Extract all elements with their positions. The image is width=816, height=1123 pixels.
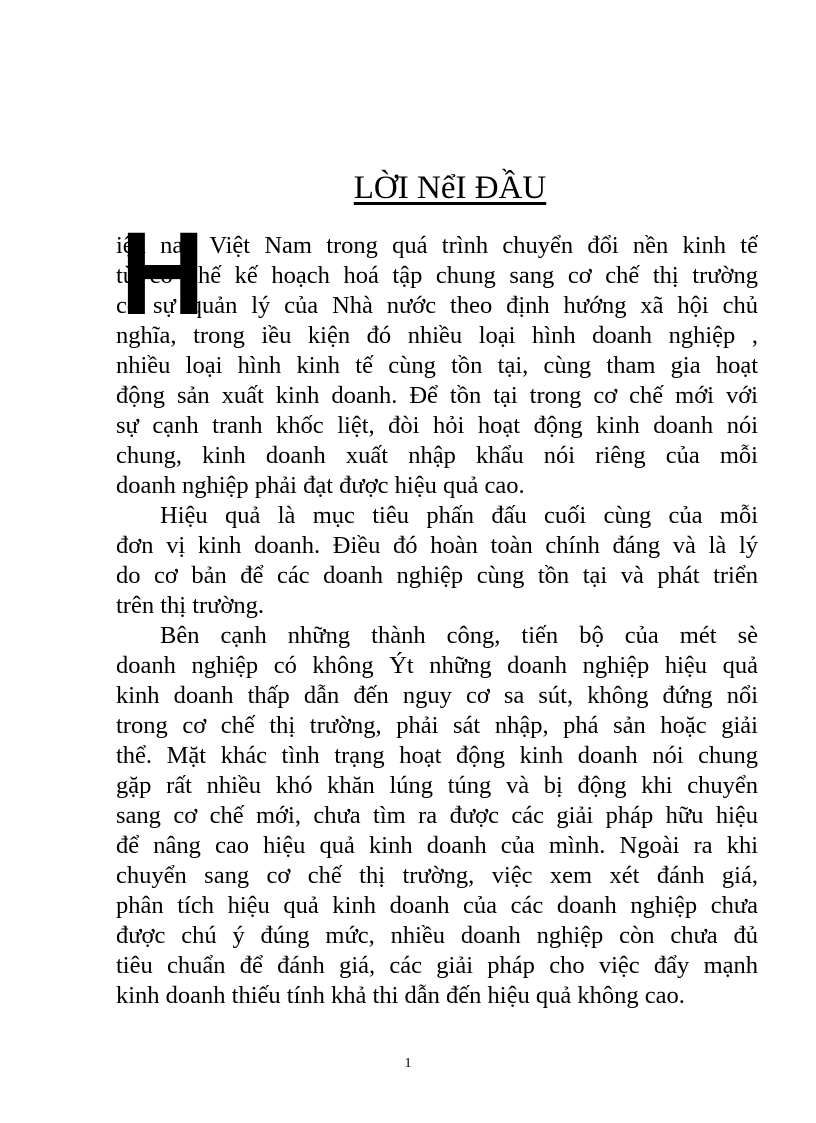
text-line: tiêu chuẩn để đánh giá, các giải pháp cho việc đẩy mạnh xyxy=(116,952,758,979)
page-number: 1 xyxy=(404,1056,412,1071)
text-line: đơn vị kinh doanh. Điều đó hoàn toàn chính đáng và là lý xyxy=(116,532,758,559)
text-line: để nâng cao hiệu quả kinh doanh của mình. Ngoài ra khi xyxy=(116,832,758,859)
text-line: iện nay Việt Nam trong quá trình chuyển đổi nền kinh tế xyxy=(116,232,758,259)
text-line: kinh doanh thấp dẫn đến nguy cơ sa sút, không đứng nổi xyxy=(116,682,758,709)
text-line: từ cơ chế kế hoạch hoá tập chung sang cơ chế thị trường xyxy=(116,262,758,289)
text-line: chung, kinh doanh xuất nhập khẩu nói riêng của mỗi xyxy=(116,442,758,469)
text-line: trên thị trường. xyxy=(116,592,265,619)
text-line: được chú ý đúng mức, nhiều doanh nghiệp còn chưa đủ xyxy=(116,922,758,949)
text-line: gặp rất nhiều khó khăn lúng túng và bị động khi chuyển xyxy=(116,772,758,799)
page-title: LỜI NểI ĐẦU xyxy=(353,170,547,206)
text-line: kinh doanh thiếu tính khả thi dẫn đến hiệu quả không cao. xyxy=(116,982,685,1009)
text-line: nghĩa, trong iều kiện đó nhiều loại hình doanh nghiệp , xyxy=(116,322,758,349)
text-line: phân tích hiệu quả kinh doanh của các doanh nghiệp chưa xyxy=(116,892,758,919)
text-line: nhiều loại hình kinh tế cùng tồn tại, cùng tham gia hoạt xyxy=(116,352,758,379)
text-line: có sự quản lý của Nhà nước theo định hướng xã hội chủ xyxy=(116,292,758,319)
text-line: doanh nghiệp phải đạt được hiệu quả cao. xyxy=(116,472,525,499)
text-line: Hiệu quả là mục tiêu phấn đấu cuối cùng của mỗi xyxy=(160,502,758,529)
text-line: Bên cạnh những thành công, tiến bộ của mét sè xyxy=(160,622,758,649)
drop-cap-letter: H xyxy=(120,208,206,340)
text-line: động sản xuất kinh doanh. Để tồn tại trong cơ chế mới với xyxy=(116,382,758,409)
text-line: chuyển sang cơ chế thị trường, việc xem xét đánh giá, xyxy=(116,862,758,889)
text-line: do cơ bản để các doanh nghiệp cùng tồn tại và phát triển xyxy=(116,562,758,589)
text-line: trong cơ chế thị trường, phải sát nhập, phá sản hoặc giải xyxy=(116,712,758,739)
text-line: sang cơ chế mới, chưa tìm ra được các giải pháp hữu hiệu xyxy=(116,802,758,829)
text-line: doanh nghiệp có không Ýt những doanh nghiệp hiệu quả xyxy=(116,652,758,679)
text-line: sự cạnh tranh khốc liệt, đòi hỏi hoạt động kinh doanh nói xyxy=(116,412,758,439)
text-line: thể. Mặt khác tình trạng hoạt động kinh doanh nói chung xyxy=(116,742,758,769)
